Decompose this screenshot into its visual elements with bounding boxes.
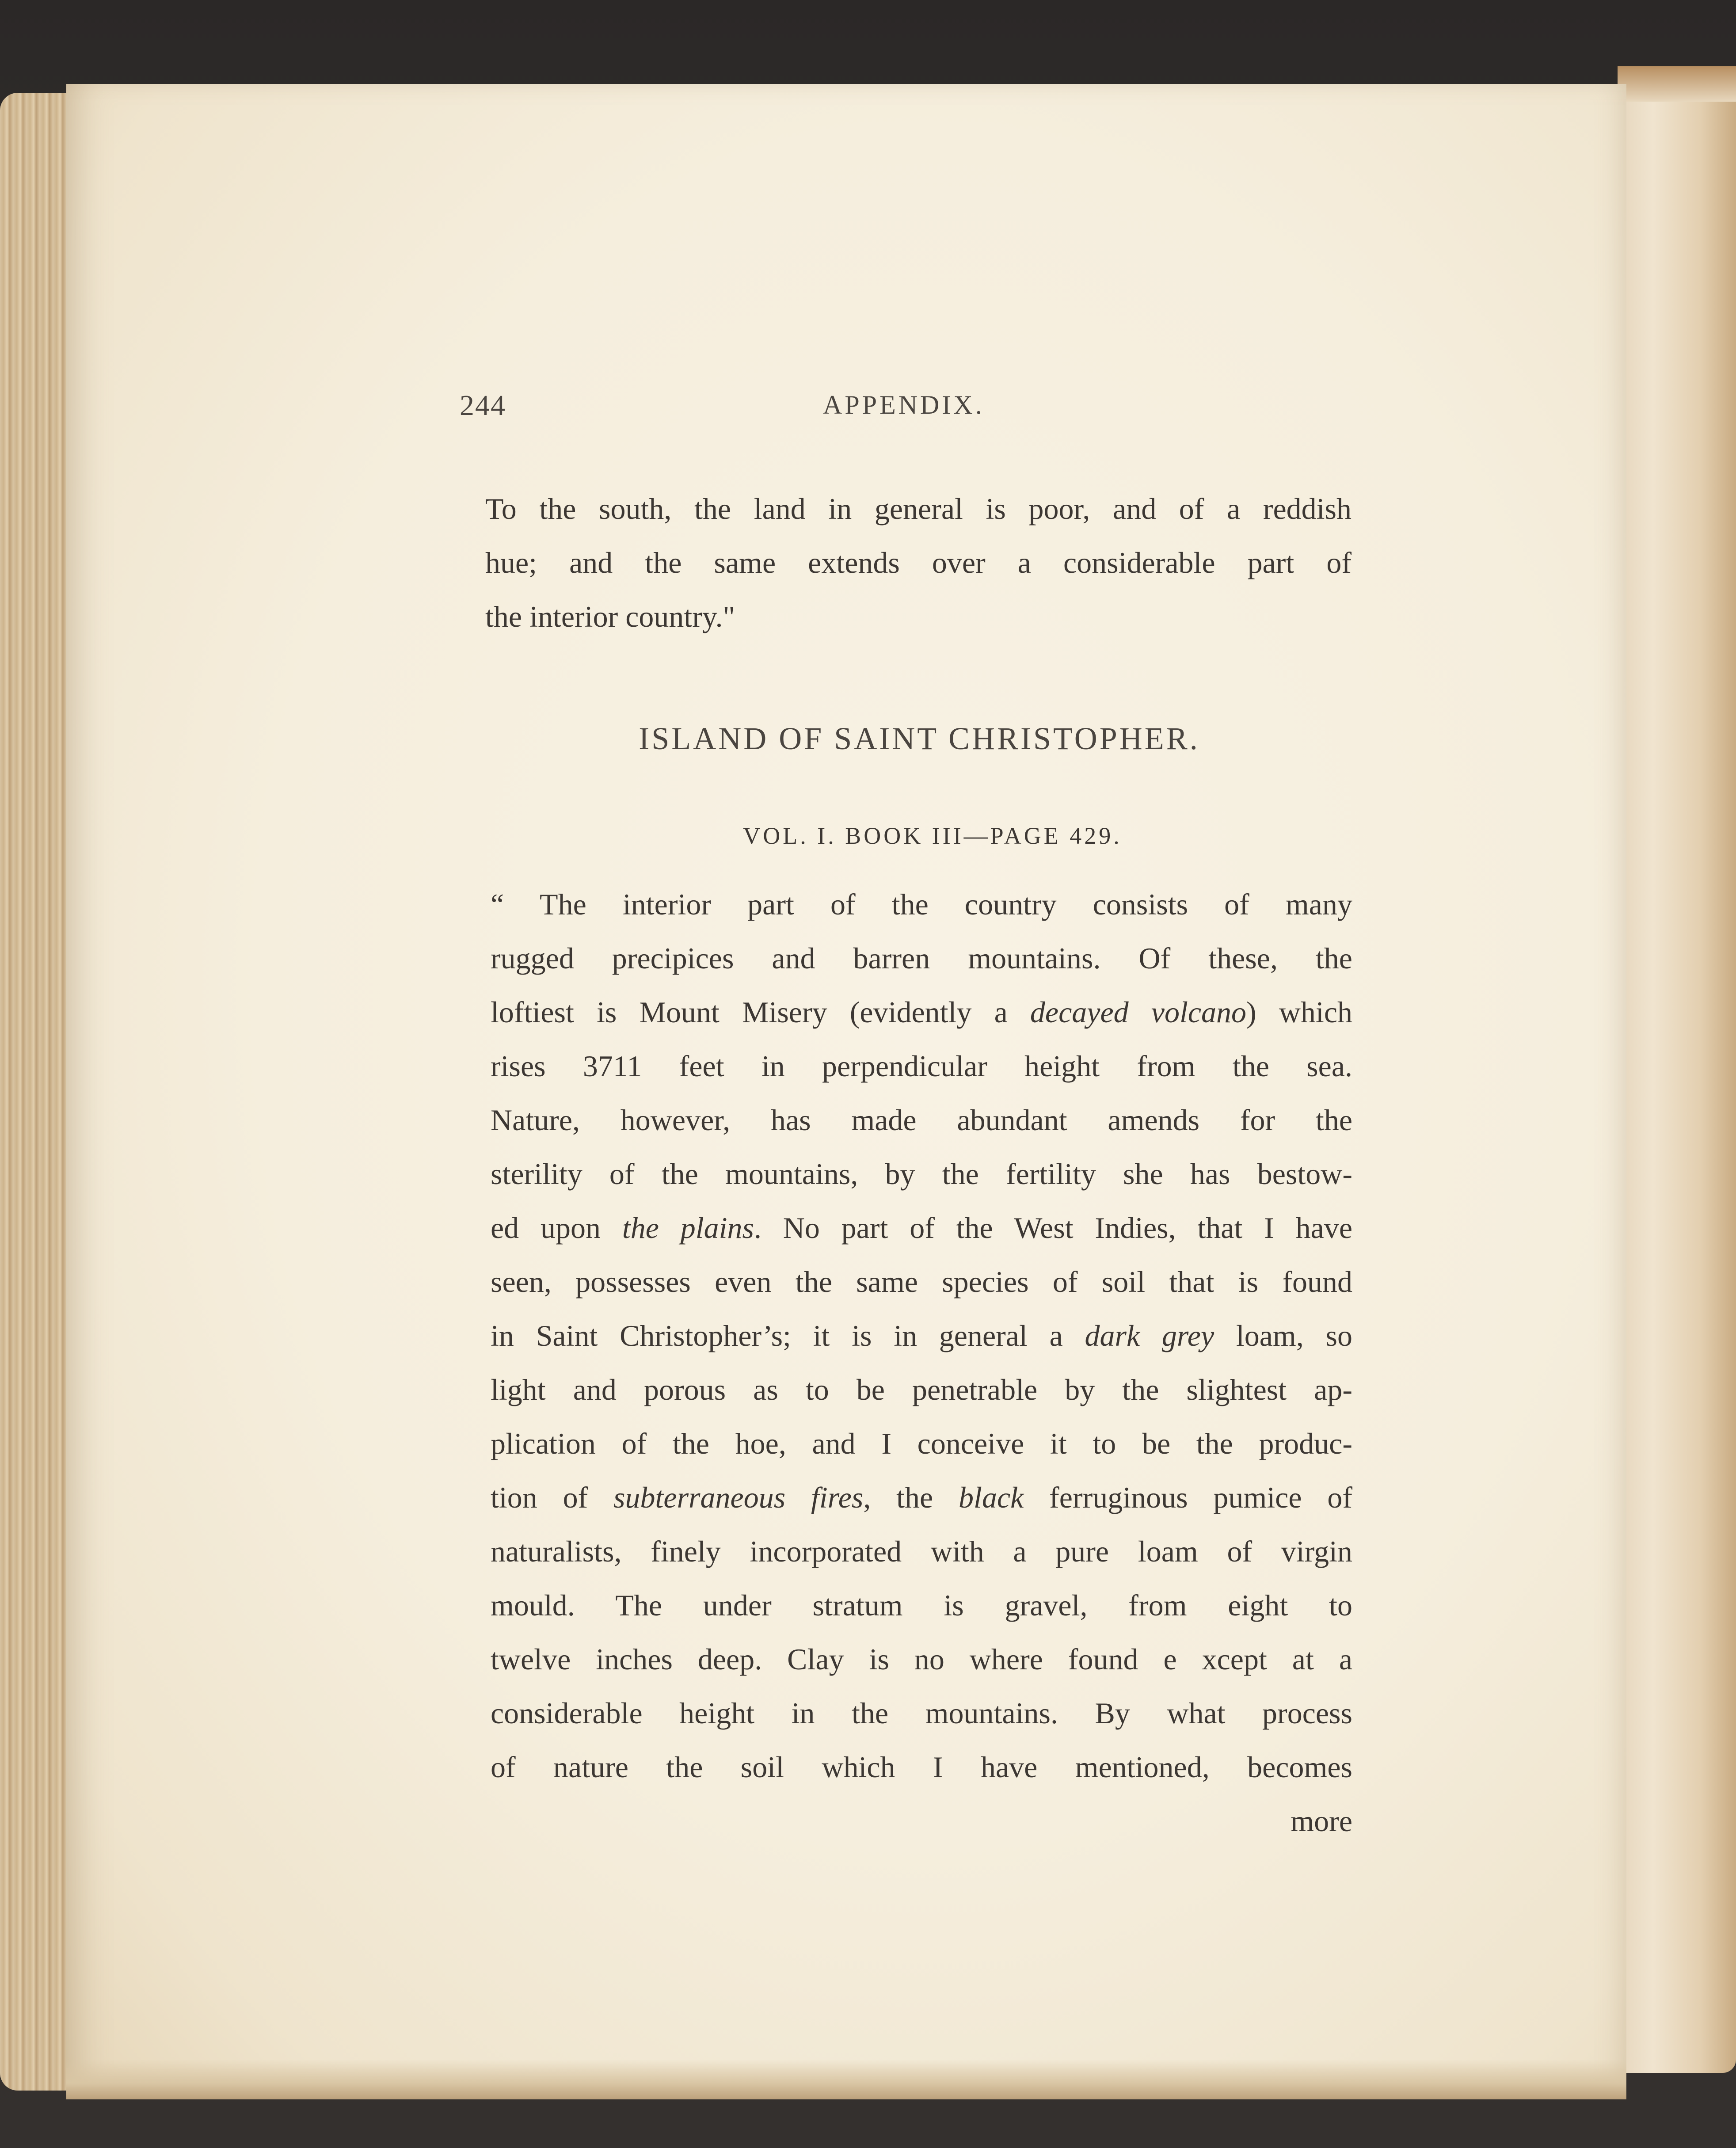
body-line-italic: tion of subterraneous fires, the black ferruginous pumice of bbox=[491, 1481, 1353, 1514]
body-line: plication of the hoe, and I conceive it to be the produc- bbox=[491, 1427, 1352, 1460]
body-line: naturalists, finely incorporated with a pure loam of virgin bbox=[491, 1535, 1352, 1568]
italic-phrase: black bbox=[959, 1481, 1024, 1514]
body-line: sterility of the mountains, by the fertility she has bestow- bbox=[491, 1157, 1352, 1191]
section-subheading: VOL. I. BOOK III—PAGE 429. bbox=[743, 823, 1122, 849]
body-line: of nature the soil which I have mentioned, becomes bbox=[491, 1750, 1352, 1784]
body-line: light and porous as to be penetrable by the slightest ap- bbox=[491, 1373, 1352, 1406]
body-line: twelve inches deep. Clay is no where found e xcept at a bbox=[491, 1642, 1352, 1676]
italic-phrase: subterraneous fires bbox=[613, 1481, 864, 1514]
italic-phrase: the plains bbox=[622, 1211, 754, 1245]
body-paragraph bbox=[491, 877, 1352, 1848]
body-line-italic: in Saint Christopher’s; it is in general a dark grey loam, so bbox=[491, 1319, 1352, 1352]
running-title: APPENDIX. bbox=[823, 390, 985, 419]
intro-paragraph bbox=[485, 482, 1351, 644]
body-line: seen, possesses even the same species of soil that is found bbox=[491, 1265, 1352, 1299]
body-line-italic: loftiest is Mount Misery (evidently a decayed volcano) which bbox=[491, 995, 1352, 1029]
body-line: rises 3711 feet in perpendicular height from the sea. bbox=[491, 1049, 1352, 1083]
intro-line: the interior country." bbox=[485, 600, 735, 633]
page-bottom-edge bbox=[66, 2060, 1626, 2099]
body-line: rugged precipices and barren mountains. Of these, the bbox=[491, 941, 1352, 975]
intro-line: To the south, the land in general is poor, and of a reddish bbox=[485, 492, 1351, 526]
body-line: considerable height in the mountains. By what process bbox=[491, 1696, 1352, 1730]
catchword: more bbox=[1291, 1804, 1352, 1838]
body-line-italic: ed upon the plains. No part of the West Indies, that I have bbox=[491, 1211, 1352, 1245]
intro-line: hue; and the same extends over a considerable part of bbox=[485, 546, 1351, 579]
page-number: 244 bbox=[460, 389, 506, 422]
italic-phrase: decayed volcano bbox=[1030, 995, 1247, 1029]
facing-page-edge bbox=[1618, 66, 1736, 2073]
body-line: mould. The under stratum is gravel, from eight to bbox=[491, 1588, 1352, 1622]
body-line: Nature, however, has made abundant amends for the bbox=[491, 1103, 1352, 1137]
italic-phrase: dark grey bbox=[1085, 1319, 1214, 1352]
section-heading: ISLAND OF SAINT CHRISTOPHER. bbox=[639, 721, 1200, 756]
body-line: “ The interior part of the country consists of many bbox=[491, 887, 1352, 921]
facing-page-top-edge bbox=[1618, 66, 1736, 102]
